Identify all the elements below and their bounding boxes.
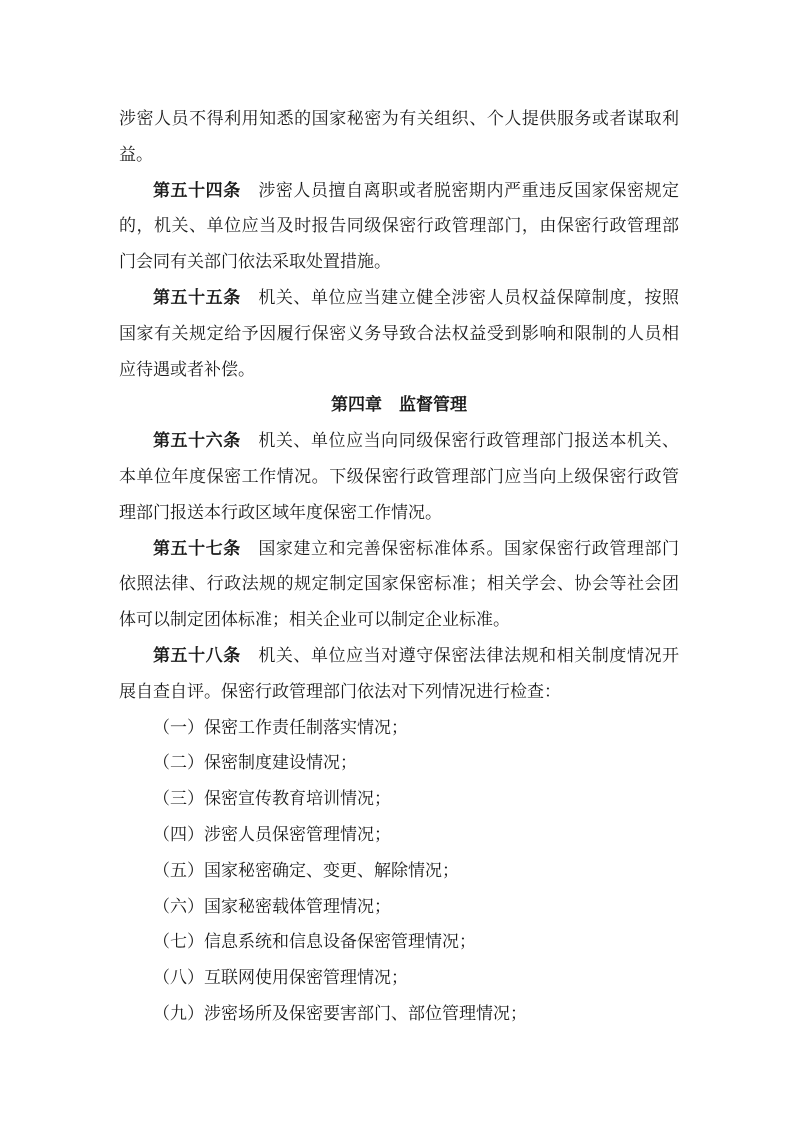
article-number: 第五十六条 xyxy=(153,431,241,452)
article-55 xyxy=(119,281,679,388)
list-item: （二）保密制度建设情况； xyxy=(153,753,357,774)
article-text: 涉密人员擅自离职或者脱密期内严重违反国家保密规定的，机关、单位应当及时报告同级保密行政管理部门，由保密行政管理部门会同有关部门依法采取处置措施。 xyxy=(119,180,680,273)
list-item: （一）保密工作责任制落实情况； xyxy=(153,717,408,738)
document-body xyxy=(119,102,679,1033)
article-54 xyxy=(119,174,679,281)
article-56 xyxy=(119,424,679,531)
list-item: （五）国家秘密确定、变更、解除情况； xyxy=(153,860,459,881)
list-item: （七）信息系统和信息设备保密管理情况； xyxy=(153,932,476,953)
article-number: 第五十四条 xyxy=(153,180,241,201)
list-item: （三）保密宣传教育培训情况； xyxy=(153,789,391,810)
article-text: 机关、单位应当建立健全涉密人员权益保障制度，按照国家有关规定给予因履行保密义务导致合法权益受到影响和限制的人员相应待遇或者补偿。 xyxy=(119,287,680,380)
list-item: （八）互联网使用保密管理情况； xyxy=(153,968,408,989)
list-item: （四）涉密人员保密管理情况； xyxy=(153,824,391,845)
article-number: 第五十七条 xyxy=(153,538,241,559)
article-number: 第五十五条 xyxy=(153,287,241,308)
article-text: 国家建立和完善保密标准体系。国家保密行政管理部门依照法律、行政法规的规定制定国家保密标准；相关学会、协会等社会团体可以制定团体标准；相关企业可以制定企业标准。 xyxy=(119,538,680,631)
article-number: 第五十八条 xyxy=(153,645,241,666)
list-item: （九）涉密场所及保密要害部门、部位管理情况； xyxy=(153,1003,527,1024)
chapter-heading xyxy=(119,388,679,424)
article-text: 机关、单位应当向同级保密行政管理部门报送本机关、本单位年度保密工作情况。下级保密行政管理部门应当向上级保密行政管理部门报送本行政区域年度保密工作情况。 xyxy=(119,431,680,523)
chapter-number: 第四章 xyxy=(331,395,382,416)
paragraph-continued: 涉密人员不得利用知悉的国家秘密为有关组织、个人提供服务或者谋取利益。 xyxy=(119,109,679,165)
article-text: 机关、单位应当对遵守保密法律法规和相关制度情况开展自查自评。保密行政管理部门依法对下列情况进行检查： xyxy=(119,645,680,702)
list-item: （六）国家秘密载体管理情况； xyxy=(153,896,391,917)
chapter-title: 监督管理 xyxy=(399,395,467,416)
article-58 xyxy=(119,639,679,711)
article-57 xyxy=(119,532,679,639)
